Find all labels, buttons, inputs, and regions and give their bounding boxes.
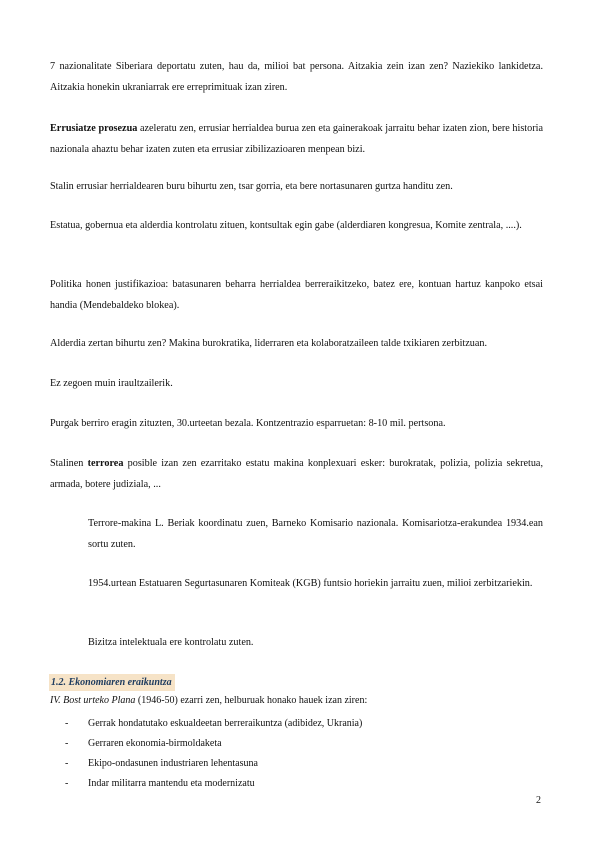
list-item: - Indar militarra mantendu eta modernizatu — [65, 778, 255, 789]
paragraph-justification: Politika honen justifikazioa: batasunaren beharra herrialdea berreraikitzeko, batez ere, kontuan hartuz kanpoko etsai handia (Mendebaldeko blokea). — [50, 279, 543, 311]
section-heading: 1.2. Ekonomiaren eraikuntza — [49, 674, 175, 691]
plan-title: IV. Bost urteko Plana — [50, 695, 136, 706]
paragraph-purges: Purgak berriro eragin zituzten, 30.urteetan bezala. Kontzentrazio esparruetan: 8-10 mil. pertsona. — [50, 418, 446, 429]
plan-goals-list — [50, 714, 362, 794]
plan-intro-text: (1946-50) ezarri zen, helburuak honako hauek izan ziren: — [135, 695, 368, 706]
paragraph-control: Estatua, gobernua eta alderdia kontrolatu zituen, kontsultak egin gabe (alderdiaren kongresua, Komite zentrala, ....). — [50, 220, 522, 231]
paragraph-intellectual: Bizitza intelektuala ere kontrolatu zuten. — [88, 637, 254, 648]
paragraph-russification-text: azeleratu zen, errusiar herrialdea burua zen eta gainerakoak jarraitu behar izaten zion, bere historia nazionala ahaztu behar izaten zuten eta errusiar zibilizazioaren menpean bizi. — [50, 123, 543, 155]
paragraph-no-revolutionary: Ez zegoen muin iraultzailerik. — [50, 378, 173, 389]
paragraph-stalin-leader: Stalin errusiar herrialdearen buru bihurtu zen, tsar gorria, eta bere nortasunaren gurtza handitu zen. — [50, 181, 453, 192]
paragraph-terror-start: Stalinen — [50, 458, 88, 469]
five-year-plan-intro — [50, 693, 543, 708]
bold-term-russification: Errusiatze prosezua — [50, 123, 138, 134]
paragraph-deportation: 7 nazionalitate Siberiara deportatu zuten, hau da, milioi bat persona. Aitzakia zein izan zen? Naziekiko lankidetza. Aitzakia honekin ukraniarrak ere erreprimituak izan ziren. — [50, 61, 543, 93]
paragraph-kgb: 1954.urtean Estatuaren Segurtasunaren Komiteak (KGB) funtsio horiekin jarraitu zuen, milioi zerbitzariekin. — [88, 578, 533, 589]
list-item: - Gerraren ekonomia-birmoldaketa — [65, 738, 222, 749]
list-item: - Gerrak hondatutako eskualdeetan berreraikuntza (adibidez, Ukrania) — [65, 718, 363, 729]
list-item: - Ekipo-ondasunen industriaren lehentasuna — [65, 758, 258, 769]
paragraph-russification — [50, 118, 543, 160]
paragraph-terror-text: posible izan zen ezarritako estatu makina konplexuari esker: burokratak, polizia, polizia sekretua, armada, botere judiziala, ... — [50, 458, 543, 490]
paragraph-terror — [50, 453, 543, 495]
page-number: 2 — [536, 795, 541, 806]
bold-term-terror: terrorea — [87, 458, 124, 469]
paragraph-beria: Terrore-makina L. Beriak koordinatu zuen, Barneko Komisario nazionala. Komisariotza-erakundea 1934.ean sortu zuten. — [88, 518, 543, 550]
paragraph-party: Alderdia zertan bihurtu zen? Makina burokratika, liderraren eta kolaboratzaileen talde txikiaren zerbitzuan. — [50, 338, 488, 349]
